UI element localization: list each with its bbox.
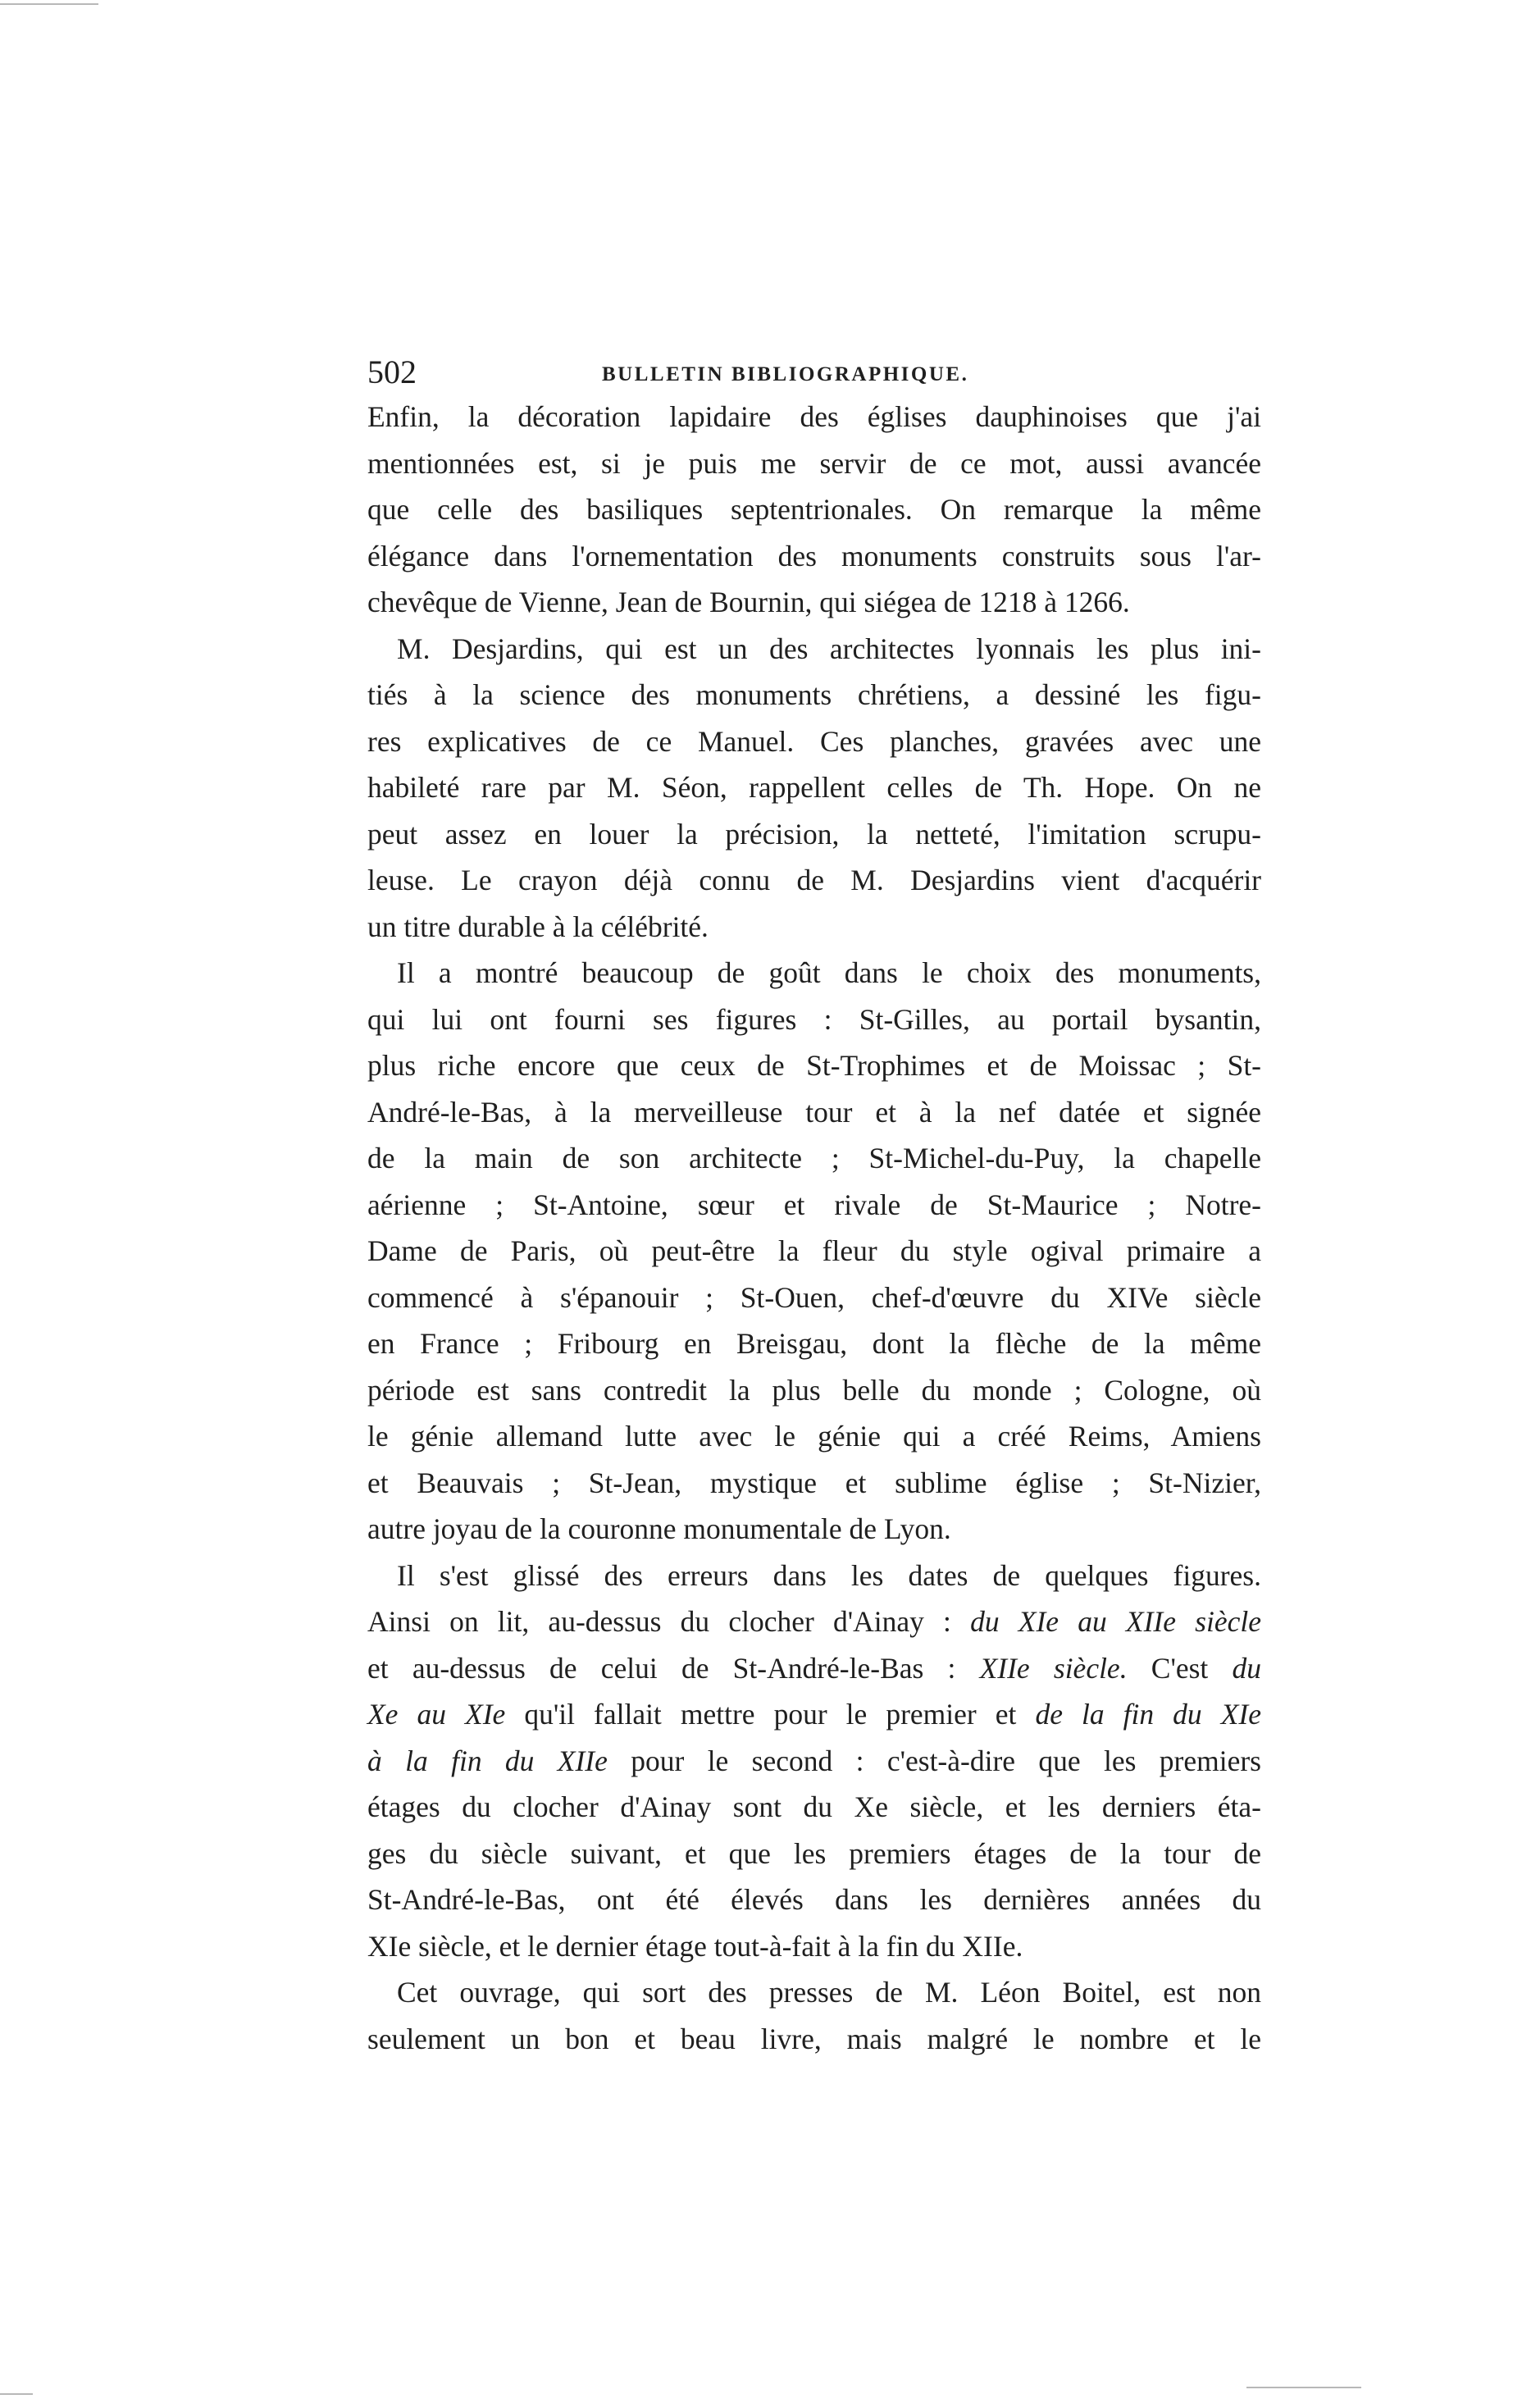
text-line: chevêque de Vienne, Jean de Bournin, qui siégea de 1218 à 1266. xyxy=(367,586,1130,618)
text-line: Il s'est glissé des erreurs dans les dates de quelques figures. xyxy=(397,1558,1261,1592)
text-line: Xe au XIe qu'il fallait mettre pour le premier et de la fin du XIe xyxy=(367,1698,1261,1731)
text-line: mentionnées est, si je puis me servir de ce mot, aussi avancée xyxy=(367,446,1261,480)
scan-edge-mark-bottom-right xyxy=(1246,2387,1361,2388)
scan-edge-mark-top xyxy=(0,3,98,5)
text-line: peut assez en louer la précision, la netteté, l'imitation scrupu- xyxy=(367,817,1261,851)
italic-date: XIIe siècle. xyxy=(979,1651,1128,1685)
text-line: habileté rare par M. Séon, rappellent celles de Th. Hope. On ne xyxy=(367,771,1261,804)
text-line: XIe siècle, et le dernier étage tout-à-fait à la fin du XIIe. xyxy=(367,1929,1023,1963)
text-line: Cet ouvrage, qui sort des presses de M. Léon Boitel, est non xyxy=(397,1976,1261,2009)
scan-edge-mark-bottom-left xyxy=(0,2393,33,2395)
italic-date: de la fin du XIe xyxy=(1035,1698,1261,1731)
text-line: Enfin, la décoration lapidaire des églises dauphinoises que j'ai xyxy=(367,400,1261,433)
text-line: le génie allemand lutte avec le génie qui a créé Reims, Amiens xyxy=(367,1420,1261,1453)
italic-date: Xe au XIe xyxy=(367,1698,506,1731)
text-line: ges du siècle suivant, et que les premiers étages de la tour de xyxy=(367,1836,1261,1870)
text-line: autre joyau de la couronne monumentale de Lyon. xyxy=(367,1512,951,1545)
text-line: élégance dans l'ornementation des monuments construits sous l'ar- xyxy=(367,539,1261,572)
text-line: Il a montré beaucoup de goût dans le choix des monuments, xyxy=(397,956,1261,989)
text-line: en France ; Fribourg en Breisgau, dont la flèche de la même xyxy=(367,1327,1261,1360)
text-line: Dame de Paris, où peut-être la fleur du style ogival primaire a xyxy=(367,1234,1261,1267)
text-line: tiés à la science des monuments chrétiens, a dessiné les figu- xyxy=(367,678,1261,711)
text-line: St-André-le-Bas, ont été élevés dans les dernières années du xyxy=(367,1883,1261,1916)
text-line: période est sans contredit la plus belle du monde ; Cologne, où xyxy=(367,1373,1261,1407)
running-head xyxy=(367,351,1261,394)
paragraph-2 xyxy=(367,626,1261,951)
text-line: leuse. Le crayon déjà connu de M. Desjardins vient d'acquérir xyxy=(367,864,1261,896)
running-title: BULLETIN BIBLIOGRAPHIQUE. xyxy=(602,363,969,385)
page-number: 502 xyxy=(367,353,417,390)
paragraph-1 xyxy=(367,394,1261,626)
text-line: et au-dessus de celui de St-André-le-Bas : XIIe siècle. C'est du xyxy=(367,1651,1261,1685)
italic-date: du XIe au XIIe siècle xyxy=(970,1605,1261,1638)
italic-date: à la fin du XIIe xyxy=(367,1744,608,1777)
paragraph-3 xyxy=(367,950,1261,1553)
text-line: commencé à s'épanouir ; St-Ouen, chef-d'œuvre du XIVe siècle xyxy=(367,1280,1261,1314)
text-line: que celle des basiliques septentrionales. On remarque la même xyxy=(367,493,1261,526)
text-line: de la main de son architecte ; St-Michel-du-Puy, la chapelle xyxy=(367,1142,1261,1174)
text-line: seulement un bon et beau livre, mais malgré le nombre et le xyxy=(367,2022,1261,2055)
text-line: à la fin du XIIe pour le second : c'est-à-dire que les premiers xyxy=(367,1744,1261,1777)
text-line: André-le-Bas, à la merveilleuse tour et à la nef datée et signée xyxy=(367,1095,1261,1129)
paragraph-5 xyxy=(367,1969,1261,2062)
text-line: qui lui ont fourni ses figures : St-Gilles, au portail bysantin, xyxy=(367,1002,1261,1036)
text-line: M. Desjardins, qui est un des architectes lyonnais les plus ini- xyxy=(397,632,1261,665)
text-line: Ainsi on lit, au-dessus du clocher d'Ainay : du XIe au XIIe siècle xyxy=(367,1605,1261,1638)
paragraph-4 xyxy=(367,1553,1261,1970)
book-page xyxy=(367,351,1261,2062)
text-line: un titre durable à la célébrité. xyxy=(367,910,709,943)
text-line: et Beauvais ; St-Jean, mystique et sublime église ; St-Nizier, xyxy=(367,1466,1261,1499)
text-line: plus riche encore que ceux de St-Trophimes et de Moissac ; St- xyxy=(367,1049,1261,1082)
text-line: res explicatives de ce Manuel. Ces planches, gravées avec une xyxy=(367,724,1261,758)
text-line: aérienne ; St-Antoine, sœur et rivale de St-Maurice ; Notre- xyxy=(367,1188,1261,1221)
text-line: étages du clocher d'Ainay sont du Xe siècle, et les derniers éta- xyxy=(367,1790,1261,1823)
italic-date: du xyxy=(1232,1651,1261,1685)
